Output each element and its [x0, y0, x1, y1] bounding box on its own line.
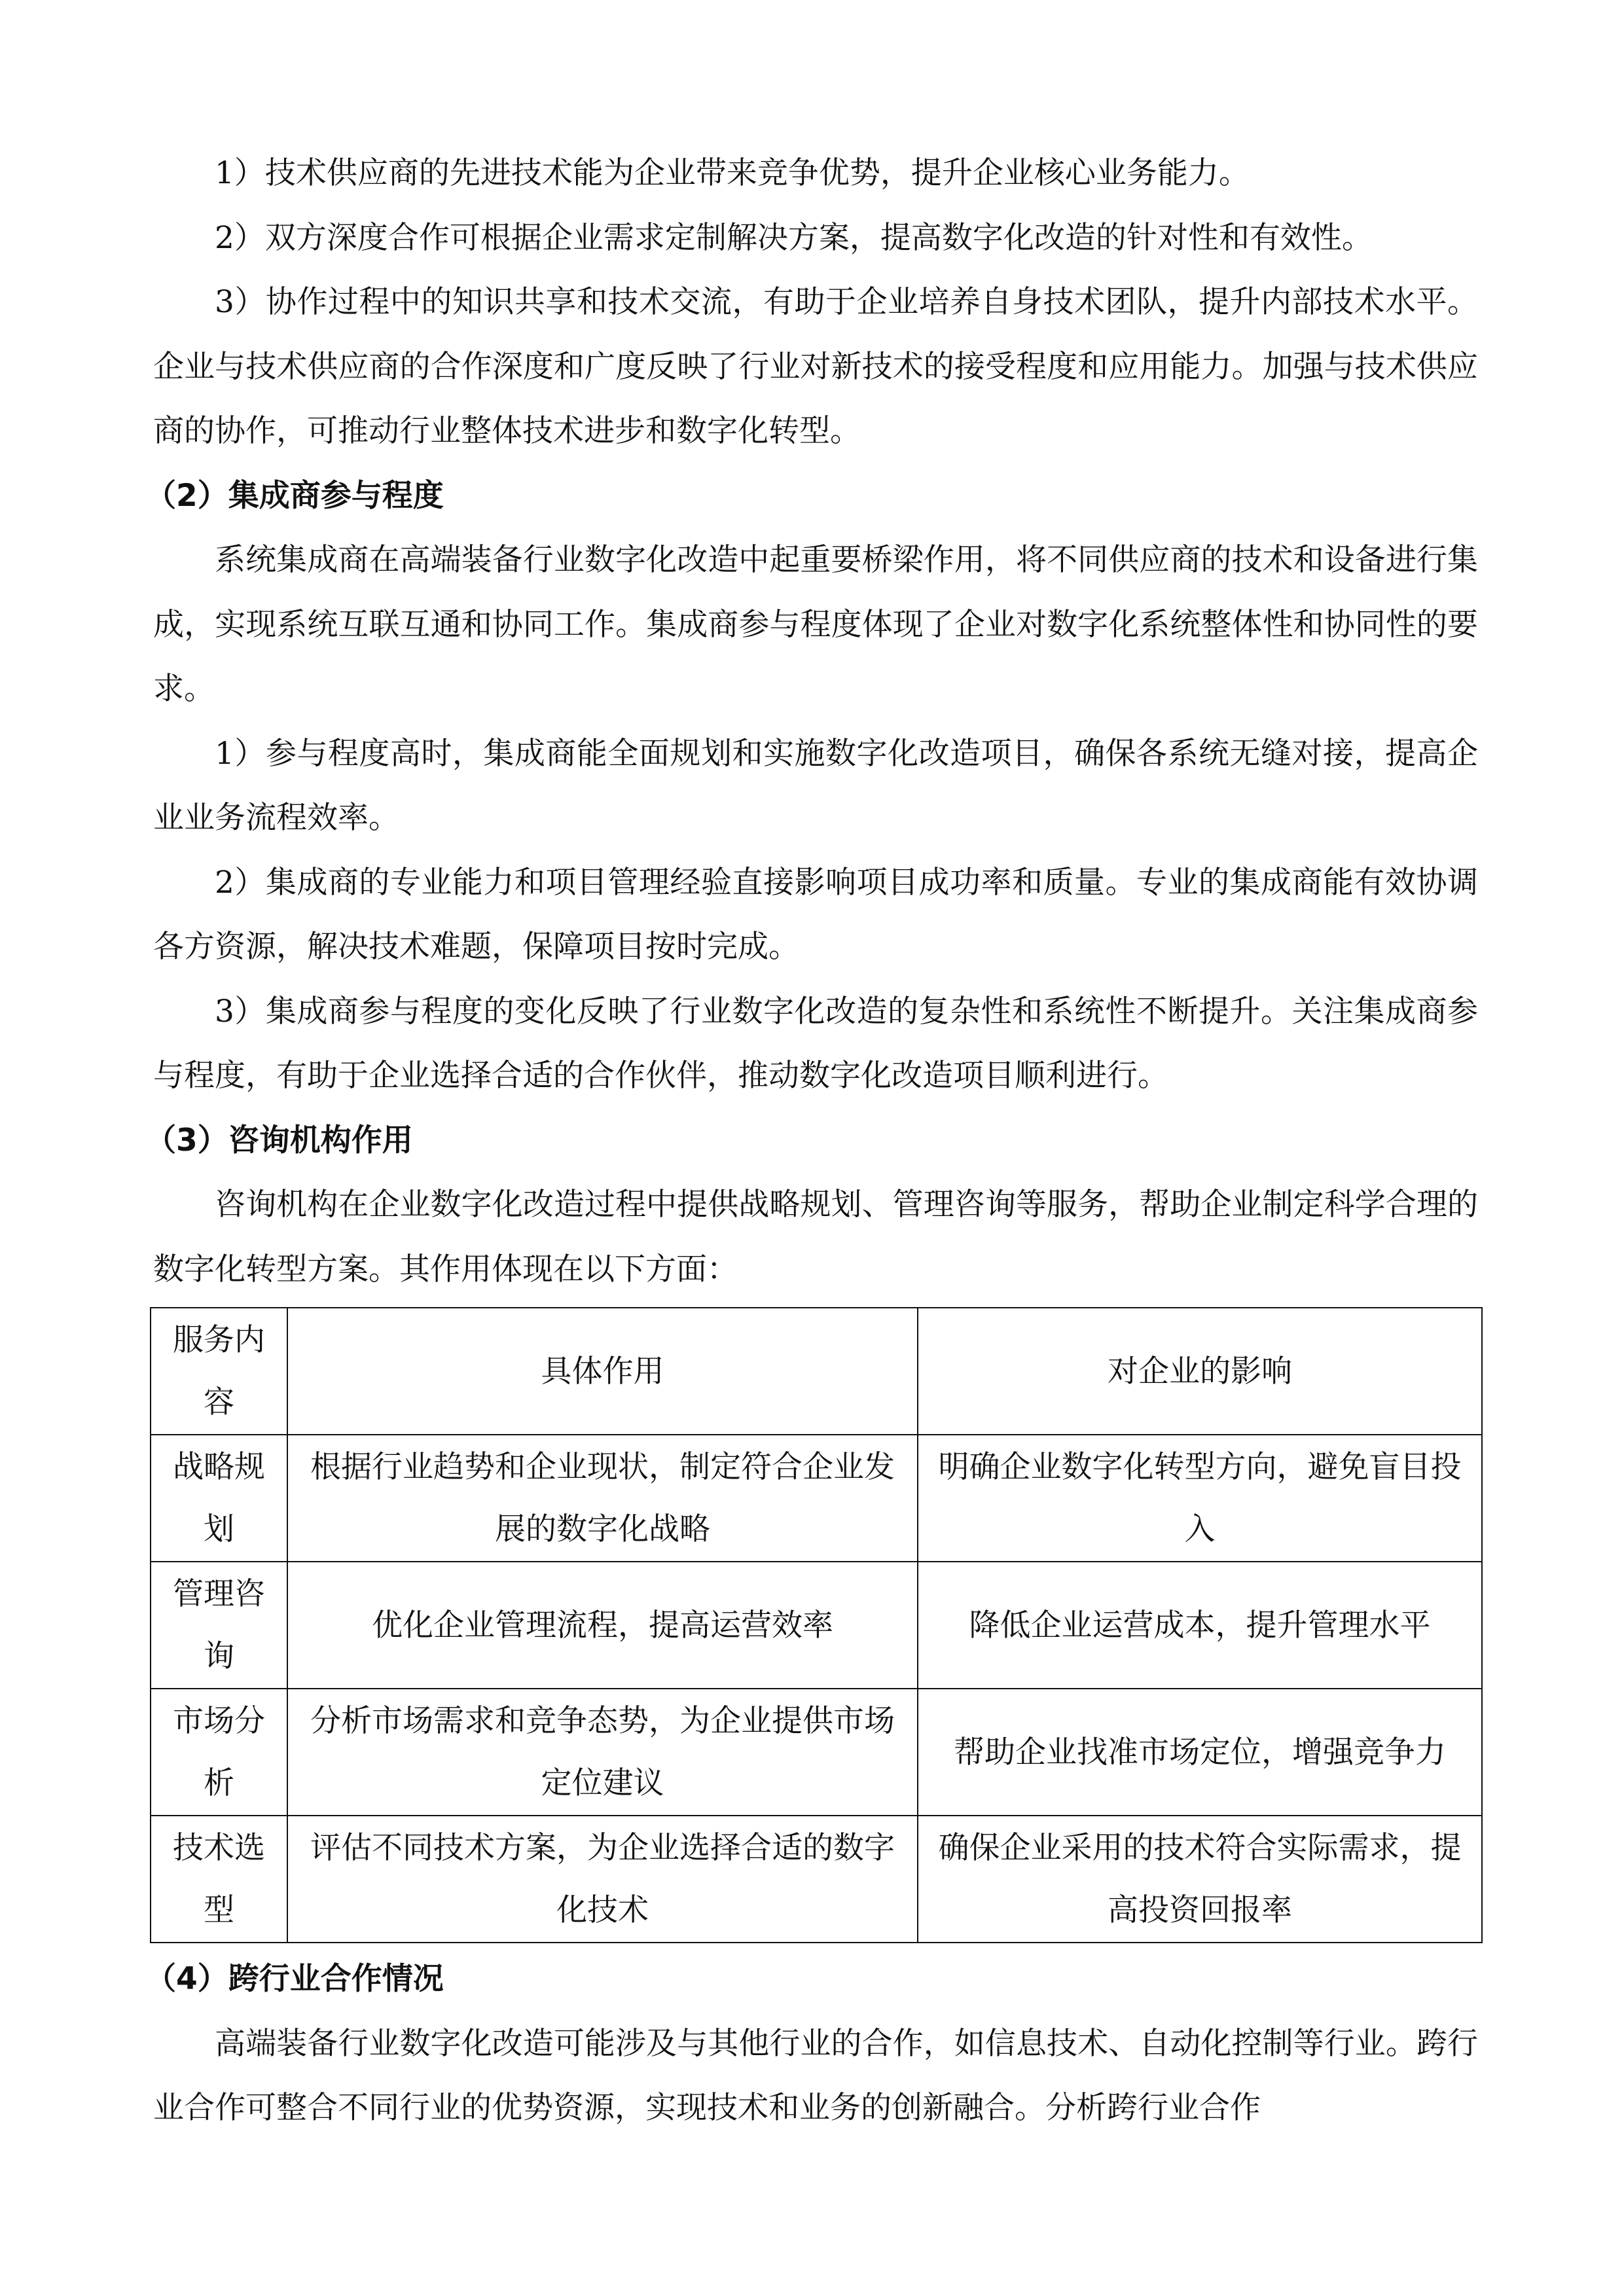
- document-body: [145, 141, 1478, 1302]
- table-row: [151, 1435, 1482, 1562]
- table-cell: 市场分析: [151, 1689, 287, 1816]
- table-cell: 帮助企业找准市场定位，增强竞争力: [918, 1689, 1482, 1816]
- paragraph: 咨询机构在企业数字化改造过程中提供战略规划、管理咨询等服务，帮助企业制定科学合理的数字化转型方案。其作用体现在以下方面：: [153, 1187, 1478, 1287]
- consulting-role-table: [150, 1307, 1483, 1943]
- table-row: [151, 1689, 1482, 1816]
- paragraph: 1）参与程度高时，集成商能全面规划和实施数字化改造项目，确保各系统无缝对接，提高企业业务流程效率。: [153, 735, 1478, 836]
- table-cell: 根据行业趋势和企业现状，制定符合企业发展的数字化战略: [287, 1435, 918, 1562]
- table-cell: 确保企业采用的技术符合实际需求，提高投资回报率: [918, 1816, 1482, 1943]
- paragraph: 3）协作过程中的知识共享和技术交流，有助于企业培养自身技术团队，提升内部技术水平。企业与技术供应商的合作深度和广度反映了行业对新技术的接受程度和应用能力。加强与技术供应商的协作，可推动行业整体技术进步和数字化转型。: [153, 284, 1478, 449]
- table-cell: 评估不同技术方案，为企业选择合适的数字化技术: [287, 1816, 918, 1943]
- paragraph: 3）集成商参与程度的变化反映了行业数字化改造的复杂性和系统性不断提升。关注集成商参与程度，有助于企业选择合适的合作伙伴，推动数字化改造项目顺利进行。: [153, 993, 1478, 1094]
- table-header-row: [151, 1308, 1482, 1435]
- table-cell: 管理咨询: [151, 1562, 287, 1689]
- table-row: [151, 1816, 1482, 1943]
- document-body-continued: [145, 1947, 1478, 2141]
- section-heading: （3）咨询机构作用: [145, 1122, 413, 1158]
- paragraph: 系统集成商在高端装备行业数字化改造中起重要桥梁作用，将不同供应商的技术和设备进行集成，实现系统互联互通和协同工作。集成商参与程度体现了企业对数字化系统整体性和协同性的要求。: [153, 542, 1478, 707]
- paragraph: 1）技术供应商的先进技术能为企业带来竞争优势，提升企业核心业务能力。: [215, 155, 1250, 191]
- table-cell: 分析市场需求和竞争态势，为企业提供市场定位建议: [287, 1689, 918, 1816]
- table-cell: 战略规划: [151, 1435, 287, 1562]
- table-cell: 降低企业运营成本，提升管理水平: [918, 1562, 1482, 1689]
- section-heading: （2）集成商参与程度: [145, 477, 444, 514]
- table-header: 具体作用: [287, 1308, 918, 1435]
- table-header: 服务内容: [151, 1308, 287, 1435]
- table-cell: 优化企业管理流程，提高运营效率: [287, 1562, 918, 1689]
- table-header: 对企业的影响: [918, 1308, 1482, 1435]
- section-heading: （4）跨行业合作情况: [145, 1961, 444, 1997]
- table-cell: 明确企业数字化转型方向，避免盲目投入: [918, 1435, 1482, 1562]
- paragraph: 高端装备行业数字化改造可能涉及与其他行业的合作，如信息技术、自动化控制等行业。跨行业合作可整合不同行业的优势资源，实现技术和业务的创新融合。分析跨行业合作: [153, 2025, 1478, 2126]
- table-cell: 技术选型: [151, 1816, 287, 1943]
- paragraph: 2）集成商的专业能力和项目管理经验直接影响项目成功率和质量。专业的集成商能有效协调各方资源，解决技术难题，保障项目按时完成。: [153, 864, 1478, 965]
- table-row: [151, 1562, 1482, 1689]
- paragraph: 2）双方深度合作可根据企业需求定制解决方案，提高数字化改造的针对性和有效性。: [215, 219, 1373, 256]
